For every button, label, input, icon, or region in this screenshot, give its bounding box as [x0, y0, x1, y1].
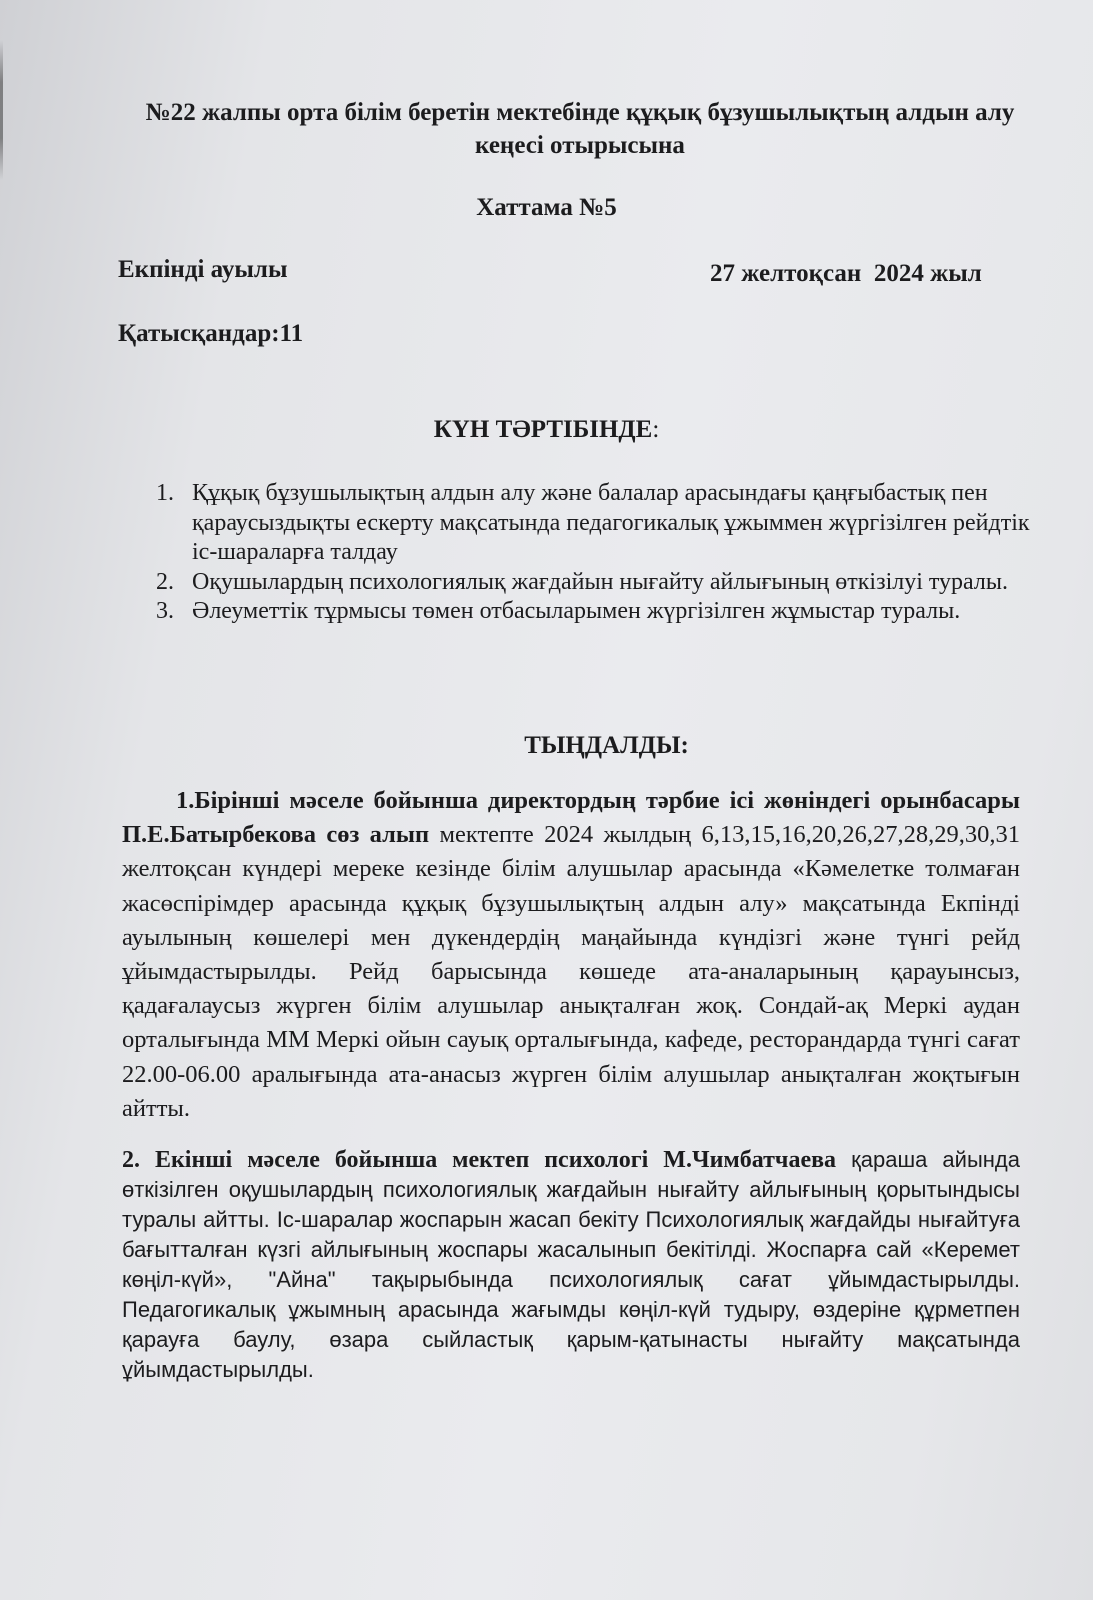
- agenda-item-text: Әлеуметтік тұрмысы төмен отбасыларымен жүргізілген жұмыстар туралы.: [192, 598, 961, 624]
- listened-heading: ТЫҢДАЛДЫ:: [524, 732, 689, 759]
- protocol-number: Хаттама №5: [476, 194, 617, 221]
- first-issue-text: мектепте 2024 жылдың 6,13,15,16,20,26,27,28,29,30,31 желтоқсан күндері мереке кезінде білім алушылар арасында «Кәмелетке толмаған жасөспірімдер арасында құқық бұзушылықтың алдын алу» мақсатында Екпінді ауылының көшелері мен дүкендердің маңайында күндізгі және түнгі рейд ұйымдастырылды. Рейд барысында көшеде ата-аналарының қарауынсыз, қадағалаусыз жүрген білім алушылар анықталған жоқ. Сондай-ақ Меркі аудан орталығында ММ Меркі ойын сауық орталығында, кафеде, ресторандарда түнгі сағат 22.00-06.00 аралығында ата-анасыз жүрген білім алушылар анықталған жоқтығын айтты.: [122, 821, 1021, 1122]
- meeting-date: 27 желтоқсан 2024 жыл: [710, 260, 982, 287]
- agenda-item: [150, 597, 1030, 627]
- second-issue-speaker: 2. Екінші мәселе бойынша мектеп психологі М.Чимбатчаева: [122, 1147, 837, 1173]
- agenda-item-number: 1.: [156, 480, 174, 506]
- agenda-heading-colon: :: [652, 416, 660, 443]
- first-issue-speaker: 1.Бірінші мәселе бойынша директордың тәрбие ісі жөніндегі орынбасары П.Е.Батырбекова сөз алып: [122, 787, 1020, 849]
- participants-count: Қатысқандар:11: [118, 320, 304, 347]
- village-name: Екпінді ауылы: [118, 256, 288, 283]
- agenda-item: [150, 568, 1030, 598]
- second-issue-text: қараша айында өткізілген оқушылардың психологиялық жағдайын нығайту айлығының қорытындысы туралы айтты. Іс-шаралар жоспарын жасап бекіту Психологиялық жағдайды нығайтуға бағытталған күзгі айлығының жоспары жасалынып бекітілді. Жоспарға сай «Керемет көңіл-күй», "Айна" тақырыбында психологиялық сағат ұйымдастырылды. Педагогикалық ұжымның арасында жағымды көңіл-күй тудыру, өздеріне құрметпен қарауға баулу, өзара сыйластық қарым-қатынасты нығайту мақсатында ұйымдастырылды.: [122, 1147, 1020, 1382]
- page-edge-shadow: [0, 40, 3, 180]
- agenda-item-number: 3.: [156, 598, 174, 624]
- document-title: №22 жалпы орта білім беретін мектебінде құқық бұзушылықтың алдын алу кеңесі отырысына: [145, 99, 1015, 159]
- agenda-item-number: 2.: [156, 568, 174, 595]
- agenda-list: [150, 479, 1030, 627]
- agenda-item-text: Оқушылардың психологиялық жағдайын нығайту айлығының өткізілуі туралы.: [192, 568, 1009, 595]
- paragraph-first-issue: [122, 784, 1020, 1126]
- agenda-item: [150, 479, 1030, 568]
- agenda-heading-text: КҮН ТӘРТІБІНДЕ: [433, 416, 653, 443]
- agenda-heading: [0, 414, 1093, 446]
- paragraph-second-issue: [122, 1145, 1020, 1385]
- agenda-item-text: Құқық бұзушылықтың алдын алу және балалар арасындағы қаңғыбастық пен қараусыздықты ескерту мақсатында педагогикалық ұжыммен жүргізілген рейдтік іс-шараларға талдау: [192, 480, 1030, 565]
